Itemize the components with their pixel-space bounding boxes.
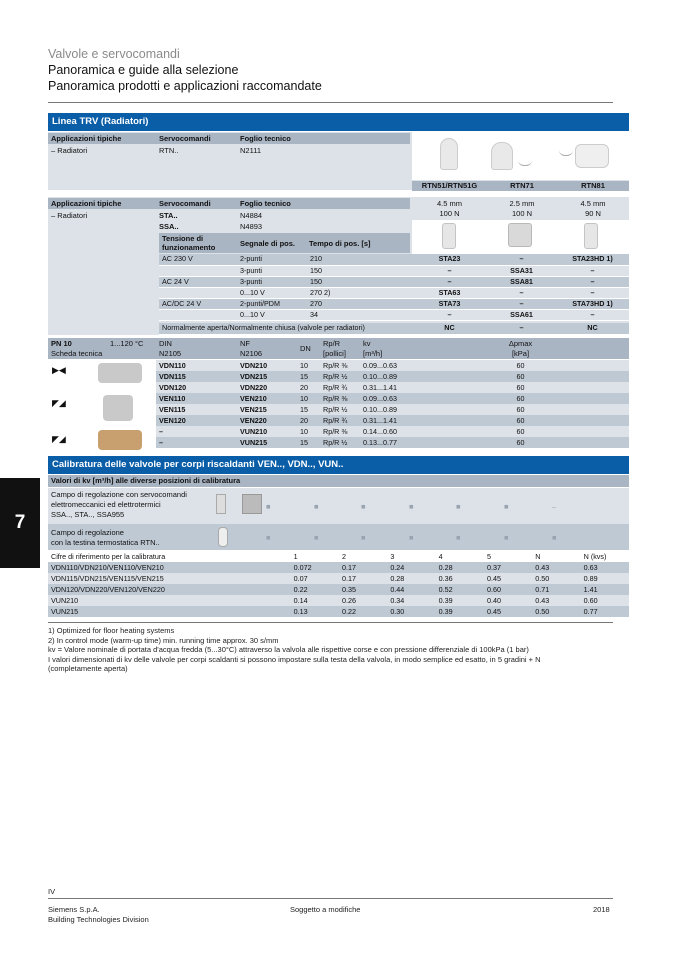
model-a: STA73 (412, 298, 487, 309)
kv-3: 0.52 (438, 584, 453, 594)
t2-app: – Radiatori (51, 211, 88, 220)
footer-center: Soggetto a modifiche (290, 905, 361, 914)
valve-row (156, 360, 629, 371)
dpmax: 60 (516, 437, 525, 447)
t2-force-1: 100 N (511, 209, 532, 218)
kv-2: 0.34 (390, 595, 405, 605)
time: 150 (307, 276, 412, 287)
rp: Rp/R ⅜ (323, 426, 348, 436)
nf: VDN220 (240, 382, 268, 392)
trv-table1 (48, 132, 629, 190)
nc-a: NC (412, 323, 487, 334)
kv: 0.09...0.63 (363, 360, 397, 370)
ref-3: 4 (438, 551, 443, 561)
rp: Rp/R ½ (323, 437, 348, 447)
kv-5: 0.50 (535, 573, 550, 583)
ref-1: 2 (341, 551, 346, 561)
ref-5: N (535, 551, 541, 561)
voltage (159, 287, 237, 298)
vh2-din: N2105 (159, 349, 182, 358)
note-5: (completamente aperta) (48, 664, 128, 673)
kv: 0.13...0.77 (363, 437, 397, 447)
kv-1: 0.35 (341, 584, 356, 594)
rp: Rp/R ½ (323, 404, 348, 414)
kv-3: 0.36 (438, 573, 453, 583)
time: 34 (307, 309, 412, 320)
actuator-row (159, 309, 629, 320)
calib-row (48, 573, 629, 584)
dpmax: 60 (516, 382, 525, 392)
stahd-image (584, 223, 598, 249)
nf: VEN215 (240, 404, 267, 414)
rtn51-image (440, 138, 458, 170)
nc-c: NC (556, 323, 629, 334)
note-2: 2) In control mode (warm-up time) min. running time approx. 30 s/mm (48, 635, 279, 645)
header-rule (48, 102, 613, 103)
model-b: – (487, 287, 556, 298)
vun-valve-image (98, 430, 142, 450)
kv-0: 0.07 (293, 573, 308, 583)
rp: Rp/R ⅜ (323, 360, 348, 370)
signal: 3-punti (237, 276, 307, 287)
model-c: STA73HD 1) (556, 298, 629, 309)
t2-sheet-1: N4893 (240, 222, 263, 231)
range1-line1: Campo di regolazione con servocomandi (51, 490, 187, 499)
valve-row (156, 415, 629, 426)
kv-4: 0.45 (486, 573, 501, 583)
vh2-rp: [pollici] (323, 349, 346, 358)
nf: VEN210 (240, 393, 267, 403)
kv-4: 0.45 (486, 606, 501, 616)
dn: 10 (300, 360, 308, 370)
t1-header-app: Applicazioni tipiche (51, 134, 122, 143)
angle-valve-symbol-icon: ◤◢ (52, 398, 66, 408)
kv-2: 0.24 (390, 562, 405, 572)
kv-6: 1.41 (583, 584, 598, 594)
nf: VDN210 (240, 360, 268, 370)
calib-mark: ■ (504, 502, 509, 511)
t1-product-0: RTN51/RTN51G (421, 181, 478, 190)
ven-valve-image (103, 395, 133, 421)
t2-stroke-2: 4.5 mm (580, 199, 606, 208)
model-b: SSA31 (487, 265, 556, 276)
sub-header-time: Tempo di pos. [s] (309, 239, 371, 248)
din: VDN115 (159, 371, 186, 381)
din: – (159, 437, 163, 447)
t2-force-2: 90 N (585, 209, 601, 218)
ref-row (48, 551, 629, 562)
kv-4: 0.37 (486, 562, 501, 572)
actuator-row (159, 298, 629, 309)
dpmax: 60 (516, 360, 525, 370)
ref-label: Cifre di riferimento per la calibratura (51, 551, 166, 561)
vh-din: DIN (159, 339, 172, 348)
actuator-row (159, 254, 629, 265)
rp: Rp/R ¾ (323, 415, 348, 425)
calib-mark: ■ (266, 502, 271, 511)
vh-dn: DN (300, 344, 311, 353)
t2-header-sheet: Foglio tecnico (240, 199, 291, 208)
calib-mark: ■ (361, 502, 366, 511)
calib-band: Calibratura delle valvole per corpi riscaldanti VEN.., VDN.., VUN.. (48, 456, 629, 474)
actuator-row (159, 287, 629, 298)
calib-mark: ■ (314, 502, 319, 511)
valve-rows (156, 360, 629, 448)
page-number: IV (48, 887, 56, 896)
kv-5: 0.71 (535, 584, 550, 594)
ref-6: N (kvs) (583, 551, 607, 561)
footer-company: Siemens S.p.A. (48, 905, 100, 914)
notes (48, 626, 628, 674)
rp: Rp/R ⅜ (323, 393, 348, 403)
actuator-image (216, 494, 226, 514)
valve-table (48, 338, 629, 453)
straight-valve-symbol-icon: ▶◀ (52, 365, 66, 375)
model-b: – (487, 298, 556, 309)
time: 150 (307, 265, 412, 276)
kv-2: 0.30 (390, 606, 405, 616)
t2-header-act: Servocomandi (159, 199, 211, 208)
t1-header-act: Servocomandi (159, 134, 211, 143)
note-3: kv = Valore nominale di portata d'acqua fredda (5...30°C) attraverso la valvola alle rispettive corse e con pressione differenziale di 100kPa (1 bar) (48, 645, 529, 654)
calib-mark: ■ (266, 533, 271, 542)
calib-row (48, 595, 629, 606)
vh-rp: Rp/R (323, 339, 341, 348)
ssa-actuator-image (242, 494, 262, 514)
footer-rule (48, 898, 613, 899)
vh-dp: Δpmax (508, 339, 533, 348)
calib-row (48, 584, 629, 595)
actuator-row (159, 265, 629, 276)
calib-mark: ■ (456, 502, 461, 511)
kv-2: 0.28 (390, 573, 405, 583)
actuator-row (159, 276, 629, 287)
range1-line3: SSA.., STA.., SSA955 (51, 510, 125, 519)
calib-row (48, 606, 629, 617)
category-title: Valvole e servocomandi (48, 47, 180, 61)
din: – (159, 426, 163, 436)
kv: 0.31...1.41 (363, 382, 397, 392)
dpmax: 60 (516, 371, 525, 381)
kv-0: 0.13 (293, 606, 308, 616)
kv-3: 0.28 (438, 562, 453, 572)
kv-2: 0.44 (390, 584, 405, 594)
voltage: AC 24 V (159, 276, 237, 287)
valve-name: VUN215 (51, 606, 79, 616)
valve-row (156, 371, 629, 382)
model-c: – (556, 287, 629, 298)
t1-product-1: RTN71 (510, 181, 534, 190)
calib-mark: ■ (552, 533, 557, 542)
dpmax: 60 (516, 426, 525, 436)
page-title: Panoramica e guide alla selezione (48, 63, 239, 77)
nc-label: Normalmente aperta/Normalmente chiusa (valvole per radiatori) (159, 323, 412, 334)
vh-nf: NF (240, 339, 250, 348)
sub-header-voltage: Tensione di funzionamento (162, 234, 216, 252)
time: 270 2) (307, 287, 412, 298)
signal: 0...10 V (237, 309, 307, 320)
kv-6: 0.89 (583, 573, 598, 583)
rtn71-image (491, 142, 513, 170)
vh-pn: PN 10 (51, 339, 72, 348)
nf: VUN210 (240, 426, 268, 436)
model-b: – (487, 254, 556, 265)
calib-mark: ■ (504, 533, 509, 542)
trv-table2 (48, 197, 629, 335)
t2-stroke-1: 2.5 mm (509, 199, 535, 208)
calib-table (48, 551, 629, 617)
note-1: 1) Optimized for floor heating systems (48, 626, 175, 635)
dn: 15 (300, 371, 308, 381)
calib-mark: ■ (409, 502, 414, 511)
footer-year: 2018 (593, 905, 610, 914)
t1-app: – Radiatori (51, 146, 88, 155)
kv-0: 0.22 (293, 584, 308, 594)
valve-row (156, 382, 629, 393)
kv-4: 0.40 (486, 595, 501, 605)
t2-header-app: Applicazioni tipiche (51, 199, 122, 208)
nc-row (159, 323, 629, 334)
kv-5: 0.43 (535, 595, 550, 605)
nf: VEN220 (240, 415, 267, 425)
kv-5: 0.50 (535, 606, 550, 616)
t1-sheet: N2111 (240, 146, 261, 155)
nc-b: – (487, 323, 556, 334)
din: VEN110 (159, 393, 186, 403)
kv-6: 0.60 (583, 595, 598, 605)
valve-row (156, 393, 629, 404)
calib-mark: ■ (314, 533, 319, 542)
kv-0: 0.14 (293, 595, 308, 605)
kv-0: 0.072 (293, 562, 312, 572)
calib-sub: Valori di kv [m³/h] alle diverse posizioni di calibratura (48, 475, 629, 487)
range2-row (48, 524, 629, 550)
ref-4: 5 (486, 551, 491, 561)
kv-4: 0.60 (486, 584, 501, 594)
model-c: – (556, 265, 629, 276)
rp: Rp/R ½ (323, 371, 348, 381)
kv: 0.09...0.63 (363, 393, 397, 403)
rtn81-image (575, 144, 609, 168)
model-a: – (412, 276, 487, 287)
rtn-head-image (218, 527, 228, 547)
valve-name: VDN115/VDN215/VEN115/VEN215 (51, 573, 164, 583)
range2-line1: Campo di regolazione (51, 528, 124, 537)
model-a: STA23 (412, 254, 487, 265)
din: VEN120 (159, 415, 186, 425)
model-b: SSA81 (487, 276, 556, 287)
notes-rule (48, 622, 613, 623)
voltage: AC 230 V (159, 254, 237, 265)
vh-temp: 1...120 °C (110, 339, 144, 348)
note-4: I valori dimensionati di kv delle valvole per corpi scaldanti si possono impostare sulla testa della valvola, in modo semplice ed esatto, in 5 gradini + N (48, 654, 541, 664)
t2-stroke-0: 4.5 mm (436, 199, 462, 208)
model-a: – (412, 265, 487, 276)
kv: 0.14...0.60 (363, 426, 397, 436)
trv-band: Linea TRV (Radiatori) (48, 113, 629, 131)
signal: 2-punti/PDM (237, 298, 307, 309)
range2-line2: con la testina termostatica RTN.. (51, 538, 160, 547)
dn: 15 (300, 404, 308, 414)
model-b: SSA61 (487, 309, 556, 320)
corner-valve-symbol-icon: ◤◢ (52, 434, 66, 444)
dpmax: 60 (516, 404, 525, 414)
sta-image (442, 223, 456, 249)
valve-row (156, 404, 629, 415)
calib-row (48, 562, 629, 573)
vh-kv: kv (363, 339, 371, 348)
actuator-table (159, 254, 629, 321)
calib-mark: ■ (409, 533, 414, 542)
vh2-dp: [kPa] (511, 349, 530, 358)
signal: 3-punti (237, 265, 307, 276)
range1-line2: elettromeccanici ed elettrotermici (51, 500, 161, 509)
chapter-tab: 7 (0, 478, 40, 568)
signal: 0...10 V (237, 287, 307, 298)
kv-1: 0.22 (341, 606, 356, 616)
kv-1: 0.17 (341, 573, 356, 583)
dn: 15 (300, 437, 308, 447)
dn: 10 (300, 393, 308, 403)
din: VDN110 (159, 360, 186, 370)
kv-3: 0.39 (438, 606, 453, 616)
signal: 2-punti (237, 254, 307, 265)
kv-5: 0.43 (535, 562, 550, 572)
voltage (159, 309, 237, 320)
dn: 20 (300, 415, 308, 425)
nf: VUN215 (240, 437, 268, 447)
dpmax: 60 (516, 415, 525, 425)
din: VEN115 (159, 404, 186, 414)
t2-force-0: 100 N (439, 209, 460, 218)
vh2-kv: [m³/h] (363, 349, 383, 358)
range1-row (48, 488, 629, 524)
kv-3: 0.39 (438, 595, 453, 605)
kv-6: 0.77 (583, 606, 598, 616)
valve-name: VDN110/VDN210/VEN110/VEN210 (51, 562, 164, 572)
dpmax: 60 (516, 393, 525, 403)
valve-row (156, 437, 629, 448)
model-c: STA23HD 1) (556, 254, 629, 265)
time: 270 (307, 298, 412, 309)
calib-mark: – (552, 502, 557, 511)
t2-sheet-0: N4884 (240, 211, 263, 220)
dn: 20 (300, 382, 308, 392)
model-c: – (556, 309, 629, 320)
kv: 0.31...1.41 (363, 415, 397, 425)
calib-mark: ■ (456, 533, 461, 542)
calib-mark: ■ (361, 533, 366, 542)
ssa-image (508, 223, 532, 247)
kv: 0.10...0.89 (363, 371, 397, 381)
valve-name: VDN120/VDN220/VEN120/VEN220 (51, 584, 165, 594)
valve-row (156, 426, 629, 437)
rp: Rp/R ¾ (323, 382, 348, 392)
ref-2: 3 (390, 551, 395, 561)
kv-6: 0.63 (583, 562, 598, 572)
dn: 10 (300, 426, 308, 436)
t1-header-sheet: Foglio tecnico (240, 134, 291, 143)
kv-1: 0.26 (341, 595, 356, 605)
valve-name: VUN210 (51, 595, 79, 605)
model-c: – (556, 276, 629, 287)
voltage: AC/DC 24 V (159, 298, 237, 309)
t1-product-2: RTN81 (581, 181, 605, 190)
nf: VDN215 (240, 371, 268, 381)
vdn-valve-image (98, 363, 142, 383)
t1-act: RTN.. (159, 146, 179, 155)
time: 210 (307, 254, 412, 265)
page-subtitle: Panoramica prodotti e applicazioni raccomandate (48, 79, 322, 93)
kv: 0.10...0.89 (363, 404, 397, 414)
nc-row-table (159, 323, 629, 335)
din: VDN120 (159, 382, 187, 392)
kv-1: 0.17 (341, 562, 356, 572)
t2-act-sta: STA.. (159, 211, 178, 220)
model-a: – (412, 309, 487, 320)
t2-act-ssa: SSA.. (159, 222, 179, 231)
ref-0: 1 (293, 551, 298, 561)
footer-division: Building Technologies Division (48, 915, 149, 924)
vh2-nf: N2106 (240, 349, 263, 358)
model-a: STA63 (412, 287, 487, 298)
voltage (159, 265, 237, 276)
sub-header-signal: Segnale di pos. (240, 239, 296, 248)
vh2-sheet: Scheda tecnica (51, 349, 103, 358)
